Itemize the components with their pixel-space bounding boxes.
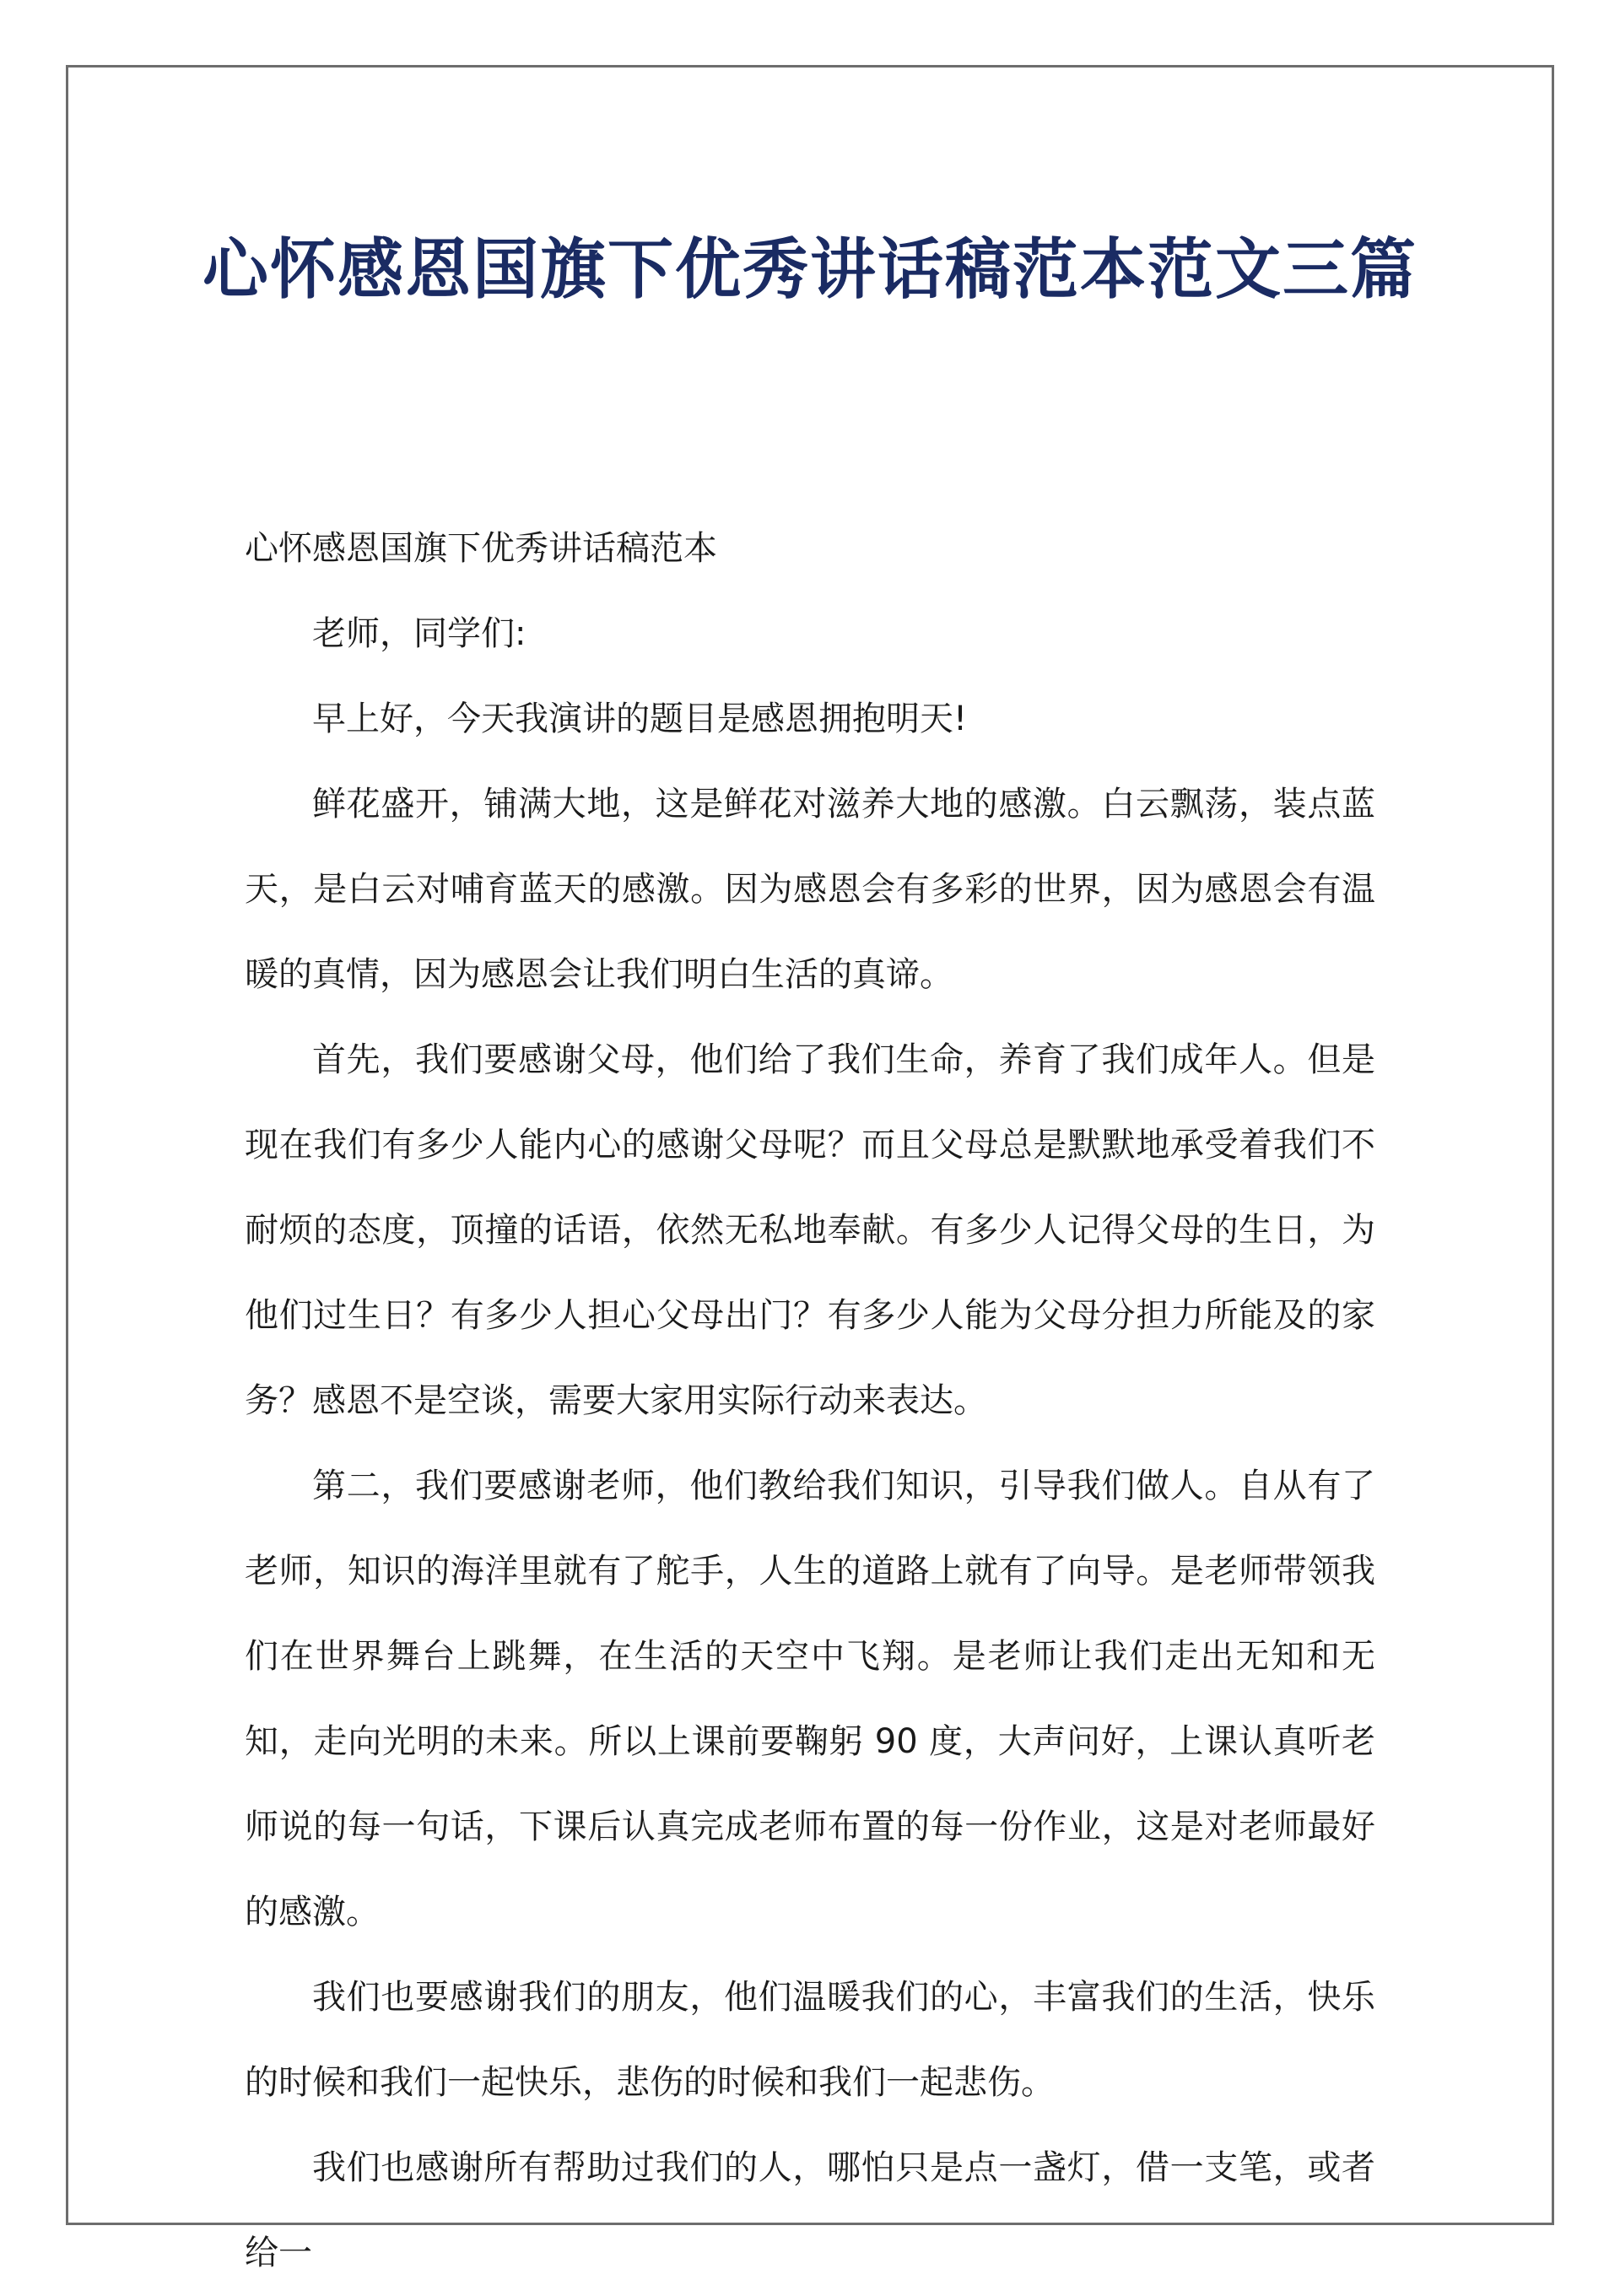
paragraph-parents: 首先，我们要感谢父母，他们给了我们生命，养育了我们成年人。但是现在我们有多少人能内心的感谢父母呢？而且父母总是默默地承受着我们不耐烦的态度，顶撞的话语，依然无私地奉献。有多少人记得父母的生日，为他们过生日？有多少人担心父母出门？有多少人能为父母分担力所能及的家务？感恩不是空谈，需要大家用实际行动来表达。 [245, 1040, 1375, 1420]
paragraph-friends: 我们也要感谢我们的朋友，他们温暖我们的心，丰富我们的生活，快乐的时候和我们一起快乐，悲伤的时候和我们一起悲伤。 [245, 1978, 1375, 2102]
section-subtitle: 心怀感恩国旗下优秀讲话稿范本 [245, 529, 717, 568]
paragraph-nature: 鲜花盛开，铺满大地，这是鲜花对滋养大地的感激。白云飘荡，装点蓝天，是白云对哺育蓝天的感激。因为感恩会有多彩的世界，因为感恩会有温暖的真情，因为感恩会让我们明白生活的真谛。 [245, 785, 1375, 994]
document-title: 心怀感恩国旗下优秀讲话稿范本范文三篇 [202, 232, 1418, 308]
document-body [245, 506, 1375, 2296]
paragraph-teachers: 第二，我们要感谢老师，他们教给我们知识，引导我们做人。自从有了老师，知识的海洋里就有了舵手，人生的道路上就有了向导。是老师带领我们在世界舞台上跳舞，在生活的天空中飞翔。是老师让我们走出无知和无知，走向光明的未来。所以上课前要鞠躬 90 度，大声问好，上课认真听老师说的每一句话，下课后认真完成老师布置的每一份作业，这是对老师最好的感激。 [245, 1467, 1375, 1931]
paragraph-greeting: 老师，同学们: [312, 614, 526, 653]
paragraph-intro: 早上好，今天我演讲的题目是感恩拥抱明天! [312, 700, 968, 738]
paragraph-helpers: 我们也感谢所有帮助过我们的人，哪怕只是点一盏灯，借一支笔，或者给一 [245, 2148, 1375, 2272]
